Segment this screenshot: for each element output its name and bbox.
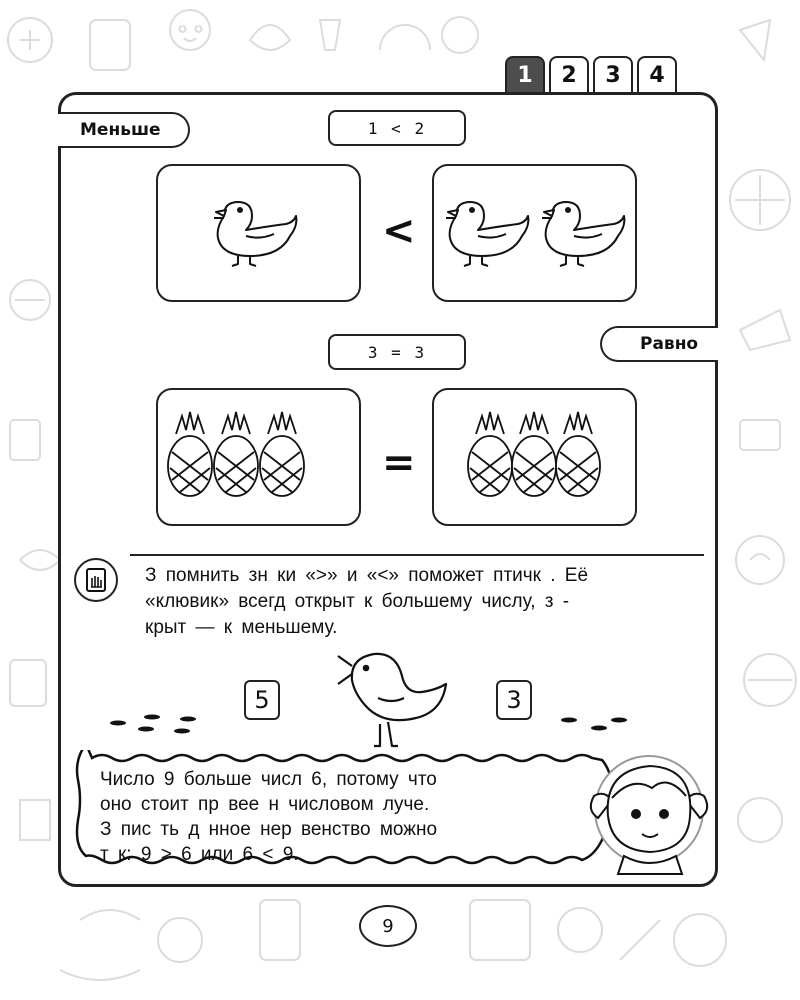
label-equal: Равно xyxy=(600,326,718,362)
pineapple-icon xyxy=(158,390,358,524)
bird-icon xyxy=(330,640,450,750)
note-text xyxy=(145,563,705,641)
tab-3[interactable]: 3 xyxy=(593,56,633,92)
number-right: 3 xyxy=(496,680,532,720)
tab-1[interactable]: 1 xyxy=(505,56,545,92)
note-line-2: «клювик» всегд открыт к большему числу, з - xyxy=(145,591,570,612)
duck-pair-icon xyxy=(434,166,634,300)
expression-equal: 3 = 3 xyxy=(328,334,466,370)
label-less: Меньше xyxy=(58,112,190,148)
tab-4[interactable]: 4 xyxy=(637,56,677,92)
left-seeds xyxy=(100,705,210,735)
speech-line-3: З пис ть д нное нер венство можно xyxy=(100,819,438,840)
hand-book-icon xyxy=(74,558,118,602)
equal-sign: = xyxy=(382,440,416,486)
number-left: 5 xyxy=(244,680,280,720)
box-two-ducks xyxy=(432,164,637,302)
pineapple-icon xyxy=(434,390,634,524)
speech-text xyxy=(100,767,570,867)
note-line-1: З помнить зн ки «>» и «<» поможет птичк . Её xyxy=(145,565,589,586)
box-three-pineapples-right xyxy=(432,388,637,526)
note-line-3: крыт — к меньшему. xyxy=(145,617,338,638)
girl-icon xyxy=(584,748,714,878)
speech-line-1: Число 9 больше числ 6, потому что xyxy=(100,769,437,790)
duck-icon xyxy=(158,166,358,300)
page-number: 9 xyxy=(359,905,417,947)
speech-line-4: т к: 9 > 6 или 6 < 9. xyxy=(100,844,299,865)
page-tabs xyxy=(505,56,677,92)
box-three-pineapples-left xyxy=(156,388,361,526)
box-one-duck xyxy=(156,164,361,302)
less-sign: < xyxy=(382,208,416,254)
note-divider xyxy=(130,554,704,556)
expression-less: 1 < 2 xyxy=(328,110,466,146)
tab-2[interactable]: 2 xyxy=(549,56,589,92)
speech-line-2: оно стоит пр вее н числовом луче. xyxy=(100,794,430,815)
right-seeds xyxy=(555,712,635,738)
